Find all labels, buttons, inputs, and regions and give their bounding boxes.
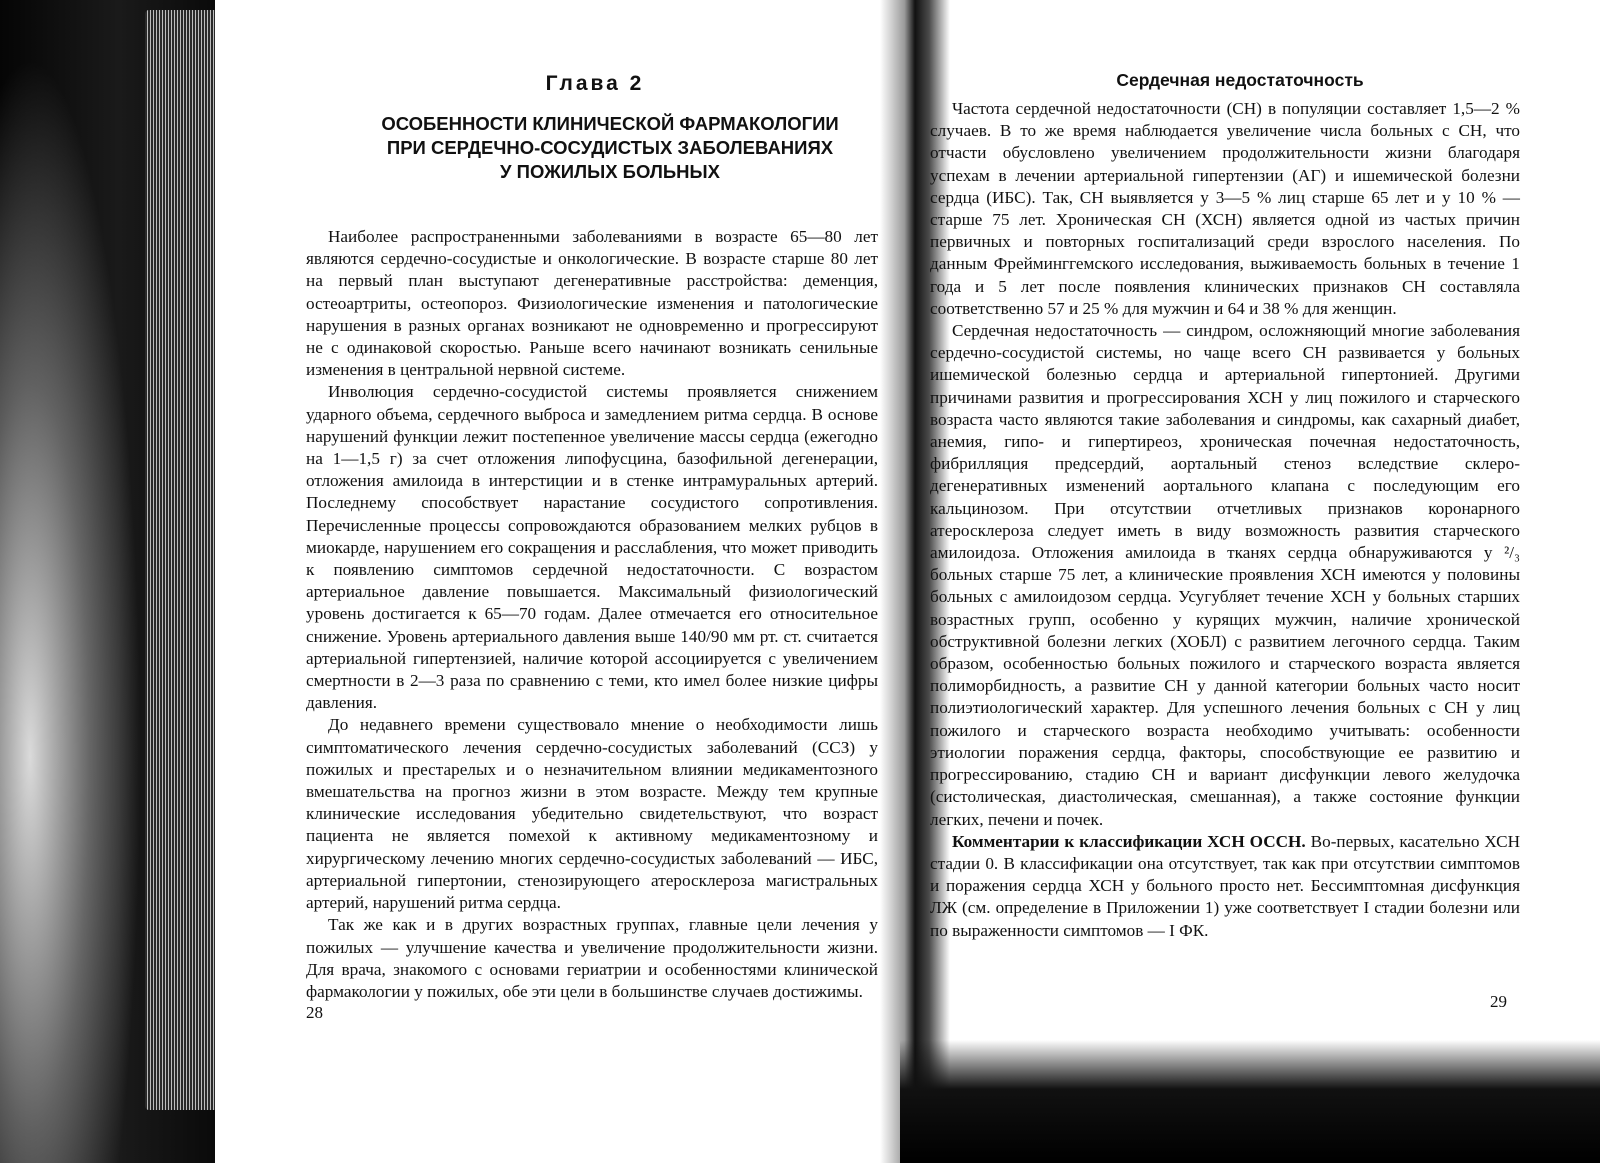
scan-background-bottom [900,1040,1600,1163]
chapter-title [325,112,895,184]
page-number-right: 29 [1490,992,1507,1011]
paragraph: Наиболее распространенными заболеваниями в возрасте 65—80 лет являются сердечно-сосудистые и онкологические. В возрасте старше 80 лет на первый план выступают дегенеративные расстройства: деменция, остеоартриты, остеопороз. Физиологические изменения и патологические нарушения в разных органах возникают не одновременно и прогрессируют не с одинаковой скоростью. Раньше всего начинают возникать сенильные изменения в центральной нервной системе. [306,227,878,380]
paragraph-comments [930,831,1520,942]
chapter-label: Глава 2 [545,72,645,95]
paragraph: Инволюция сердечно-сосудистой системы проявляется снижением ударного объема, сердечного выброса и замедлением ритма сердца. В основе нарушений функции лежит постепенное увеличение массы сердца (ежегодно на 1—1,5 г) за счет отложения липофусцина, базофильной дегенерации, отложения амилоида в интерстиции и в стенке интрамуральных артерий. Последнему способствует нарастание сосудистого сопротивления. Перечисленные процессы сопровождаются образованием мелких рубцов в миокарде, нарушением его сокращения и расслабления, что может приводить к появлению симптомов сердечной недостаточности. С возрастом артериальное давление повышается. Максимальный физиологический уровень достигается к 65—70 годам. Далее отмечается его относительное снижение. Уровень артериального давления выше 140/90 мм рт. ст. считается артериальной гипертензией, наличие которой ассоциируется с увеличением смертности в 2—3 раза по сравнению с теми, кто имел более низкие цифры давления. [306,382,878,713]
right-page-body [930,98,1520,942]
scan-glare [0,0,150,1163]
page-number-left: 28 [306,1003,323,1022]
chapter-title-line: ПРИ СЕРДЕЧНО-СОСУДИСТЫХ ЗАБОЛЕВАНИЯХ [386,137,834,158]
paragraph: Так же как и в других возрастных группах, главные цели лечения у пожилых — улучшение качества и увеличение продолжительности жизни. Для врача, знакомого с основами гериатрии и особенностями клинической фармакологии у пожилых, обе эти цели в большинстве случаев достижимы. [306,915,878,1001]
paragraph: Частота сердечной недостаточности (СН) в популяции составляет 1,5—2 % случаев. В то же время наблюдается увеличение числа больных с СН, что отчасти обусловлено увеличением продолжительности жизни благодаря успехам в лечении артериальной гипертензии (АГ) и ишемической болезни сердца (ИБС). Так, СН выявляется у 3—5 % лиц старше 65 лет и у 10 % — старше 75 лет. Хроническая СН (ХСН) является одной из частых причин первичных и повторных госпитализаций среди взрослого населения. По данным Фрейминггемского исследования, выживаемость больных в течение 1 года и 5 лет после появления клинических признаков СН составляла соответственно 57 и 25 % для мужчин и 64 и 38 % для женщин. [930,99,1520,318]
paragraph: Сердечная недостаточность — синдром, осложняющий многие заболевания сердечно-сосудистой системы, но чаще всего СН развивается у больных ишемической болезнью сердца и артериальной гипертонией. Другими причинами развития и прогрессирования ХСН у лиц пожилого и старческого возраста часто являются такие заболевания и синдромы, как сахарный диабет, анемия, гипо- и гипертиреоз, хроническая почечная недостаточность, фибрилляция предсердий, аортальный стеноз вследствие склеро-дегенеративных изменений аортального клапана с последующим его кальцинозом. При отсутствии отчетливых признаков коронарного атеросклероза следует иметь в виду возможность развития старческого амилоидоза. Отложения амилоида в тканях сердца обнаруживаются у ²/₃ больных старше 75 лет, а клинические проявления ХСН имеются у половины больных с амилоидозом сердца. Усугубляет течение ХСН у больных старших возрастных групп, особенно у курящих мужчин, наличие хронической обструктивной болезни легких (ХОБЛ) с развитием легочного сердца. Таким образом, особенностью больных пожилого и старческого возраста является полиморбидность, а развитие СН у данной категории больных часто носит полиэтиологический характер. Для успешного лечения больных с СН у лиц пожилого и старческого возраста необходимо учитывать: особенности этиологии поражения сердца, факторы, способствующие ее развитию и прогрессированию, стадию СН и вариант дисфункции левого желудочка (систолическая, диастолическая, смешанная), а также состояние функции легких, печени и почек. [930,321,1520,829]
chapter-title-line: ОСОБЕННОСТИ КЛИНИЧЕСКОЙ ФАРМАКОЛОГИИ [381,113,839,134]
book-page-edges [145,10,215,1110]
left-page-body [306,226,878,1003]
chapter-title-line: У ПОЖИЛЫХ БОЛЬНЫХ [500,161,720,182]
comments-heading: Комментарии к классификации ХСН ОССН. [952,831,1306,851]
paragraph: До недавнего времени существовало мнение о необходимости лишь симптоматического лечения сердечно-сосудистых заболеваний (ССЗ) у пожилых и престарелых и о незначительном влиянии медикаментозного вмешательства на прогноз жизни в этом возрасте. Между тем крупные клинические исследования убедительно свидетельствуют, что возраст пациента не является помехой к активному медикаментозному и хирургическому лечению многих сердечно-сосудистых заболеваний — ИБС, артериальной гипертонии, стенозирующего атеросклероза магистральных артерий, нарушений ритма сердца. [306,715,878,913]
comments-text: Во-первых, касательно ХСН стадии 0. В классификации она отсутствует, так как при отсутствии симптомов и поражения сердца ХСН у больного просто нет. Бессимптомная дисфункция ЛЖ (см. определение в Приложении 1) уже соответствует I стадии болезни или по выраженности симптомов — I ФК. [930,831,1520,940]
running-head: Сердечная недостаточность [1116,70,1364,90]
